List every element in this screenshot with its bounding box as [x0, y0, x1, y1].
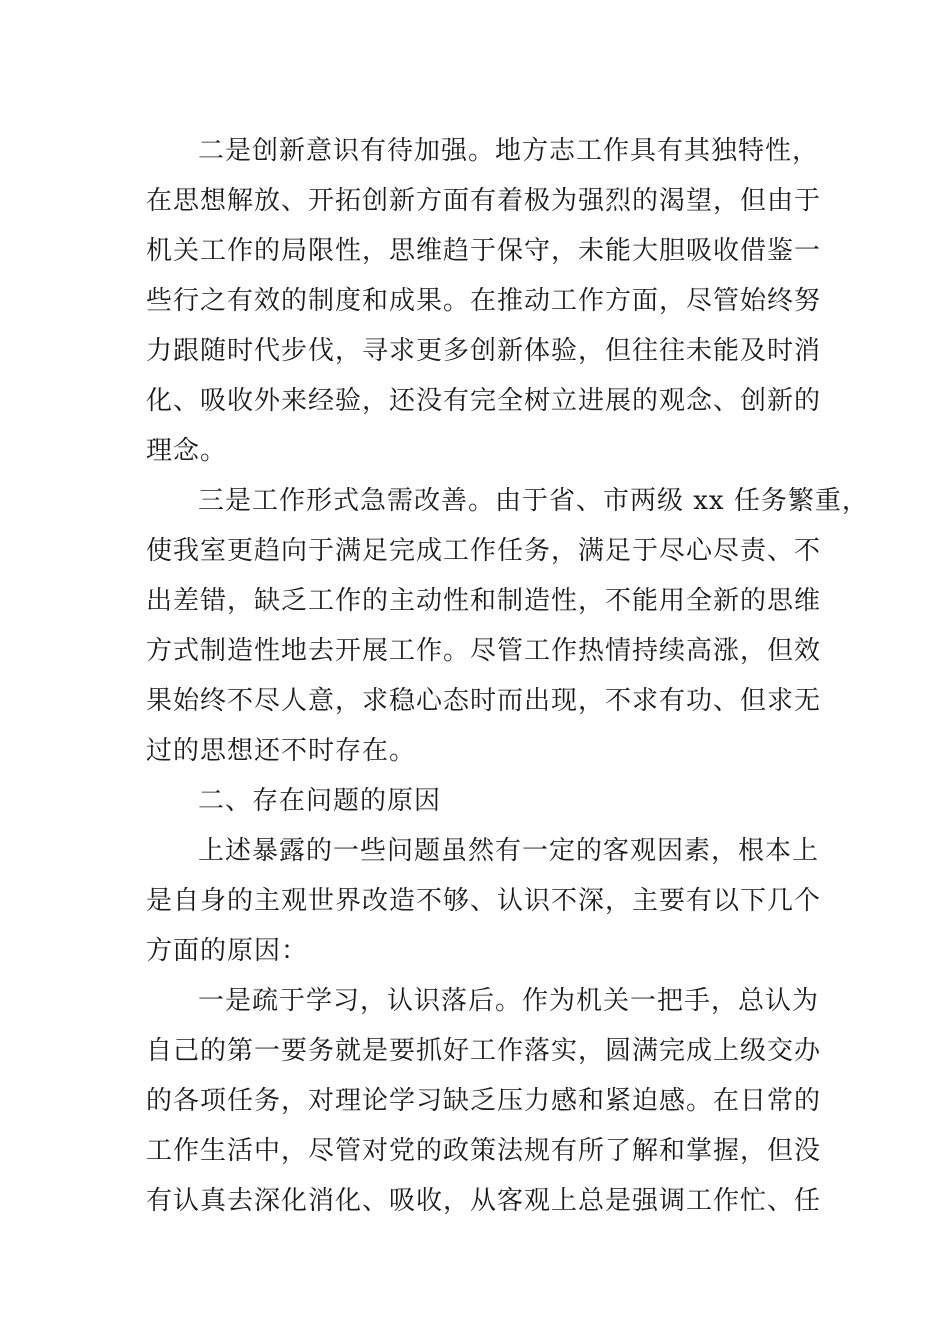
text-line: 理念。 — [146, 436, 228, 466]
text-line: 自己的第一要务就是要抓好工作落实，圆满完成上级交办 — [146, 1036, 822, 1066]
paragraph-causes-intro — [146, 826, 822, 976]
paragraph-work-style — [146, 476, 869, 776]
text-line: 力跟随时代步伐，寻求更多创新体验，但往往未能及时消 — [146, 336, 822, 366]
text-line: 有认真去深化消化、吸收，从客观上总是强调工作忙、任 — [146, 1186, 822, 1216]
text-line: 使我室更趋向于满足完成工作任务，满足于尽心尽责、不 — [146, 536, 822, 566]
text-line: 是自身的主观世界改造不够、认识不深，主要有以下几个 — [146, 886, 822, 916]
text-line: 上述暴露的一些问题虽然有一定的客观因素，根本上 — [198, 836, 820, 866]
text-line: 在思想解放、开拓创新方面有着极为强烈的渴望，但由于 — [146, 186, 822, 216]
paragraph-study — [146, 976, 822, 1226]
text-line: 果始终不尽人意，求稳心态时而出现，不求有功、但求无 — [146, 686, 822, 716]
section-heading — [146, 776, 822, 826]
text-line: 三是工作形式急需改善。由于省、市两级 xx 任务繁重， — [198, 486, 869, 516]
text-line: 工作生活中，尽管对党的政策法规有所了解和掌握，但没 — [146, 1136, 822, 1166]
text-line: 一是疏于学习，认识落后。作为机关一把手，总认为 — [198, 986, 820, 1016]
text-line: 化、吸收外来经验，还没有完全树立进展的观念、创新的 — [146, 386, 822, 416]
text-line: 过的思想还不时存在。 — [146, 736, 417, 766]
text-line: 的各项任务，对理论学习缺乏压力感和紧迫感。在日常的 — [146, 1086, 822, 1116]
text-line: 二是创新意识有待加强。地方志工作具有其独特性， — [198, 136, 820, 166]
paragraph-innovation — [146, 126, 822, 476]
text-line: 出差错，缺乏工作的主动性和制造性，不能用全新的思维 — [146, 586, 822, 616]
text-line: 机关工作的局限性，思维趋于保守，未能大胆吸收借鉴一 — [146, 236, 822, 266]
text-line: 些行之有效的制度和成果。在推动工作方面，尽管始终努 — [146, 286, 822, 316]
text-line: 方式制造性地去开展工作。尽管工作热情持续高涨，但效 — [146, 636, 822, 666]
section-title: 二、存在问题的原因 — [198, 786, 442, 816]
document-body — [146, 126, 869, 1226]
text-line: 方面的原因： — [146, 936, 309, 966]
